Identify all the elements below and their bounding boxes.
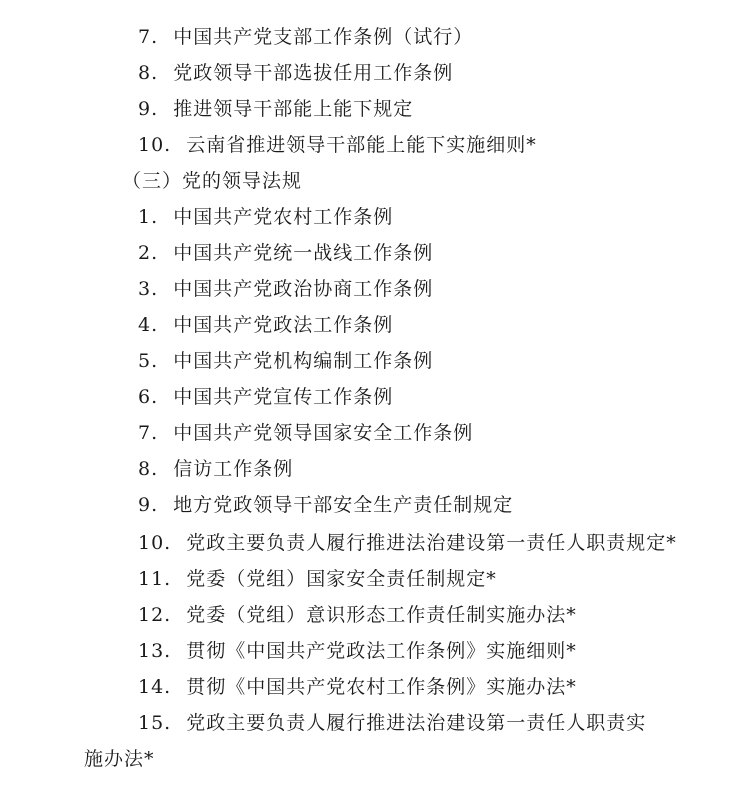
item-text: 党政主要负责人履行推进法治建设第一责任人职责实 xyxy=(186,712,647,734)
item-text: 中国共产党政法工作条例 xyxy=(173,314,394,336)
list-item xyxy=(138,676,577,698)
item-number: 10. xyxy=(138,134,172,156)
section-heading: （三）党的领导法规 xyxy=(122,170,303,192)
list-item xyxy=(138,206,393,228)
list-item xyxy=(138,422,473,444)
list-item xyxy=(138,386,393,408)
item-number: 8. xyxy=(138,62,159,84)
list-item xyxy=(138,350,433,372)
item-number: 15. xyxy=(138,712,172,734)
list-item xyxy=(138,134,537,156)
item-number: 2. xyxy=(138,242,159,264)
list-item xyxy=(138,314,393,336)
item-number: 12. xyxy=(138,604,172,626)
item-text: 贯彻《中国共产党农村工作条例》实施办法* xyxy=(186,676,577,698)
item-number: 6. xyxy=(138,386,159,408)
item-text: 中国共产党领导国家安全工作条例 xyxy=(173,422,474,444)
item-text: 贯彻《中国共产党政法工作条例》实施细则* xyxy=(186,640,577,662)
item-text: 党委（党组）意识形态工作责任制实施办法* xyxy=(186,604,577,626)
item-text: 中国共产党农村工作条例 xyxy=(173,206,394,228)
item-text: 中国共产党宣传工作条例 xyxy=(173,386,394,408)
list-item xyxy=(138,640,577,662)
item-number: 7. xyxy=(138,422,159,444)
item-text: 中国共产党机构编制工作条例 xyxy=(173,350,434,372)
item-number: 8. xyxy=(138,458,159,480)
item-number: 4. xyxy=(138,314,159,336)
item-number: 13. xyxy=(138,640,172,662)
item-text: 党政领导干部选拔任用工作条例 xyxy=(173,62,454,84)
item-text: 信访工作条例 xyxy=(173,458,294,480)
item-number: 14. xyxy=(138,676,172,698)
item-text: 地方党政领导干部安全生产责任制规定 xyxy=(173,494,514,516)
list-item xyxy=(138,62,453,84)
item-number: 11. xyxy=(138,568,172,590)
list-item xyxy=(138,532,677,554)
item-number: 5. xyxy=(138,350,159,372)
item-number: 9. xyxy=(138,494,159,516)
list-item xyxy=(138,278,433,300)
list-item xyxy=(138,712,646,734)
item-number: 9. xyxy=(138,98,159,120)
list-item xyxy=(138,458,293,480)
item-text: 党委（党组）国家安全责任制规定* xyxy=(186,568,497,590)
item-number: 10. xyxy=(138,532,172,554)
item-number: 1. xyxy=(138,206,159,228)
list-item-continuation: 施办法* xyxy=(84,748,155,770)
item-text: 中国共产党支部工作条例（试行） xyxy=(173,26,474,48)
list-item xyxy=(138,242,433,264)
item-number: 3. xyxy=(138,278,159,300)
list-item xyxy=(138,604,577,626)
item-text: 中国共产党政治协商工作条例 xyxy=(173,278,434,300)
item-number: 7. xyxy=(138,26,159,48)
list-item xyxy=(138,26,473,48)
list-item xyxy=(138,568,497,590)
list-item xyxy=(138,98,413,120)
list-item xyxy=(138,494,513,516)
item-text: 云南省推进领导干部能上能下实施细则* xyxy=(186,134,537,156)
item-text: 党政主要负责人履行推进法治建设第一责任人职责规定* xyxy=(186,532,677,554)
item-text: 推进领导干部能上能下规定 xyxy=(173,98,414,120)
item-text: 中国共产党统一战线工作条例 xyxy=(173,242,434,264)
